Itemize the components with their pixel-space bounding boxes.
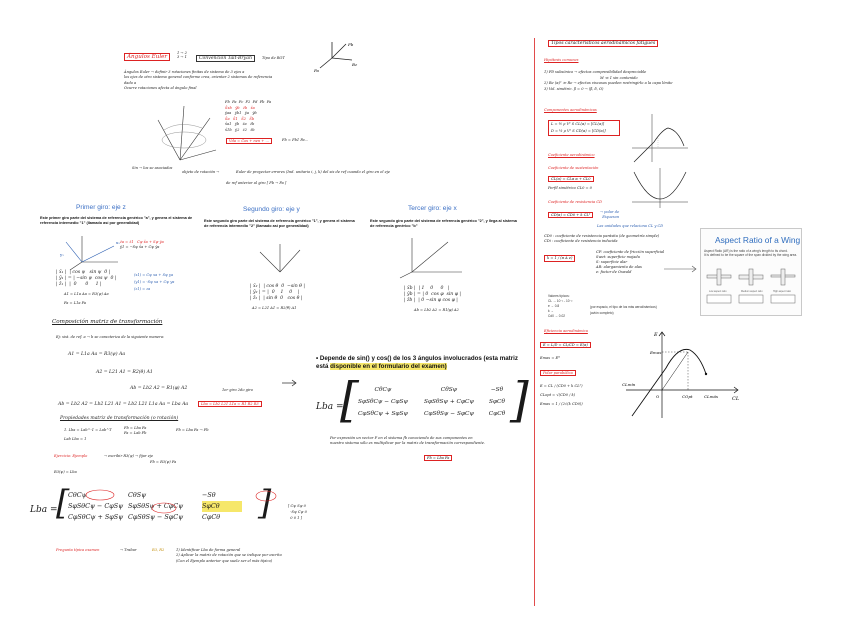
giro3-axes-figure xyxy=(392,232,472,280)
s5-title: Polar parabólica xyxy=(540,370,576,376)
page-divider xyxy=(534,38,535,606)
ej-text2: Fb = R3(ψ) Fa xyxy=(150,460,177,464)
big-matrix-label: Lba = xyxy=(30,505,58,515)
big-matrix: CθCψ CθSψ −Sθ SφSθCψ − CφSψ SφSθSψ + CφCψ SφCθ CφSθCψ + SφSψ CφSθSψ − SφCψ CφCθ xyxy=(68,490,242,523)
s3a-title: Coeficiente de sustentación xyxy=(548,166,599,170)
s3b-eq: CD(α) = CD0 + k CL² xyxy=(548,212,593,218)
s3-title: Coeficiente aerodinámico xyxy=(548,153,595,157)
eq-chain: Ab = Lb2 A2 = Lb2 L21 A1 = Lb2 L21 L1a Aa = Lba Aa xyxy=(58,402,189,407)
s1-title: Hipótesis comunes xyxy=(544,58,579,62)
s3b-defs: CD0 : coeficiente de resistencia parásita (de geometría simple) CDi : coeficiente de resistencia inducida xyxy=(544,234,660,244)
pregunta-red: Pregunta típica examen xyxy=(56,548,100,552)
giro1-matrix: | x̂₁ | | cos ψ sin ψ 0 | | ŷ₁ | = | −sin ψ cos ψ 0 | | ẑ₁ | | 0 0 1 | xyxy=(56,270,117,287)
svg-text:Fa: Fa xyxy=(314,68,319,73)
euler-arrows: 1 → 2 3 → 1 xyxy=(177,51,187,59)
ej-text: → escribir R3(ψ) → fijar eje xyxy=(104,454,154,458)
svg-text:Bz: Bz xyxy=(352,62,358,67)
s3a-note: Perfil simétrico CL0 = 0 xyxy=(548,186,592,190)
comp-sub: Ej: sist. de ref. a → b se caracteriza de la siguiente manera: xyxy=(56,335,165,339)
s4-eq2: Emax = E* xyxy=(540,356,560,360)
slide-title: Aspect Ratio of a Wing xyxy=(715,235,801,245)
s1-list: 1) Flt subsónico → efectos compresibilidad despreciable M ≪ 1 sin contenido 2) Re (α)² ≫ Re → efectos viscosos pueden restringirlo a la capa límite 3) Vol. simétric. β = 0 → (β, δ, O) xyxy=(544,70,673,91)
prop-1: 1. Lba = Lab^-1 = Lab^T xyxy=(64,428,112,432)
convention-box: Convención Tait-Bryan xyxy=(196,55,255,62)
slide-text: Aspect Ratio (AR) is the ratio of a wing's length to its chord. It is defined to be the square of the span divided by the wing area. xyxy=(704,249,798,257)
bullet-text: • Depende de sin() y cos() de los 3 ángulos involucrados (esta matriz está disponible en el formulario del examen) xyxy=(316,355,518,370)
mid-note: Por expresión un vector F en el sistema fb conociendo de sus componentes en nuestro sistema sólo es multiplicar por la matriz de transformación correspondiente. xyxy=(330,436,486,446)
k-eq: k = 1 / (π A e) xyxy=(544,255,575,262)
convention-sub: Tipo de ROT xyxy=(262,56,285,60)
s3a-eq: CL(α) = CLα α + CL0 xyxy=(548,176,594,182)
ej-rz: R3(ψ) = Lba xyxy=(54,470,77,474)
svg-text:Fb: Fb xyxy=(348,42,354,47)
svg-text:Low aspect ratio: Low aspect ratio xyxy=(709,290,727,293)
pregunta-text: → Trabar xyxy=(120,548,137,552)
slide-arrow-icon xyxy=(664,264,700,274)
eq-a1: A1 = L1a Aa = R3(ψ) Aa xyxy=(68,352,126,357)
cd-polar-plot xyxy=(630,166,690,210)
big-matrix-bracket-left: [ xyxy=(56,483,70,523)
giro1-eqs: (x1) = Cψ xa + Sψ ya (y1) = -Sψ xa + Cψ ya (z1) = za xyxy=(134,273,175,291)
giro2-text: Este segundo giro parte del sistema de referencia genérico "1", y genera el sistema de referencia intermedio "2" (llamado así por generalidad) xyxy=(204,219,355,228)
efficiency-graph xyxy=(618,328,742,420)
giro1-title: Primer giro: eje z xyxy=(76,204,126,211)
giro3-title: Tercer giro: eje x xyxy=(408,205,457,212)
eq-a2: A2 = L21 A1 = R2(θ) A1 xyxy=(96,370,153,375)
svg-text:x₁: x₁ xyxy=(116,240,120,245)
giro3-matrix: | x̂b | | 1 0 0 | | ŷb | = | 0 cos φ sin φ | | ẑb | | 0 −sin φ cos φ | xyxy=(404,286,461,303)
giro2-matrix: | x̂₂ | | cos θ 0 −sin θ | | ŷ₂ | = | 0 1 0 | | ẑ₂ | | sin θ 0 cos θ | xyxy=(250,284,305,301)
pregunta-num: R3, R2 xyxy=(152,548,165,552)
graph-clmin-label: CLmín xyxy=(622,382,636,387)
right-title: Tipos característicos aerodinámicos fatigues xyxy=(548,40,658,47)
aspect-ratio-slide xyxy=(700,228,802,316)
giro2-title: Segundo giro: eje y xyxy=(243,206,300,213)
fb-note: Fb = Fb1 Fa... xyxy=(282,138,309,142)
graph-origin-label: O xyxy=(656,394,660,399)
euler-tag: Ángulos Euler xyxy=(124,53,170,61)
mid-bracket-right: ] xyxy=(510,372,529,428)
euler-definition: Ángulos Euler → definir 3 rotaciones finitas de sistema de 3 ejes a los ejes de otro sistema general conforme crea, orientar 2 sistemas de referencia dado a Ocurre rotaciones afecta al ángulo final xyxy=(124,70,273,91)
giro3-sub: Ab = Lb2 A2 = R1(φ) A2 xyxy=(414,308,459,312)
s3b-relation: Las unidades que relaciona CL y CD xyxy=(597,224,664,228)
eq-chain-box: Lba = Lb2 L21 L1a = R1 R2 R3 xyxy=(198,401,262,407)
graph-clopt-label: COpt xyxy=(682,394,693,399)
typical-values: Valores típicos: CL → 10⁻¹ - 10⁻² e → 0.8 k → Cd0 → 0.02 xyxy=(548,294,573,318)
giro1-axes-figure xyxy=(58,232,128,272)
graph-clmax-label: CLmáx xyxy=(704,394,719,399)
s3b-polar: → polar de Eiqueson xyxy=(600,210,620,219)
sin-line1: Sin → los se asociados xyxy=(132,166,173,170)
s3b-title: Coeficiente de resistencia CD xyxy=(548,200,602,204)
prop-2: Lab Lba = 1 xyxy=(64,437,87,441)
small-matrix: [ Cψ Sψ 0 -Sψ Cψ 0 0 0 1 ] xyxy=(288,504,307,520)
ej-red: Ejercicio: Ejemplo xyxy=(54,454,88,458)
prop-note-box: Fb = Lba Fa Fa = Lab Fb xyxy=(124,426,147,435)
s2-eqs: L = ½ ρ V² S CL(α) = [CL(α)] D = ½ ρ V² S CD(α) = [CD(α)] xyxy=(548,120,620,136)
svg-text:High aspect ratio: High aspect ratio xyxy=(773,290,791,293)
giro1-sub: A1 = L1a Aa = R3(ψ) Aa xyxy=(64,292,109,296)
sin-line3: Euler de proyectar errores (Ind. unitario i, j, k) del sis de ref cuando el giro en el eje xyxy=(236,170,391,174)
eq-chain-label: 1er giro 2do giro xyxy=(222,388,253,392)
wing-planforms-figure xyxy=(703,267,799,311)
graph-cl-label: CL xyxy=(732,396,740,402)
matrix-red-circles xyxy=(60,484,280,534)
sin-line4: de ref anterior al giro [ Fb → Fa ] xyxy=(226,181,287,185)
giro2-sub: A2 = L21 A1 = R2(θ) A1 xyxy=(252,306,297,310)
giro1-notes: ẑa = ẑ1 Cψ x̂a + Sψ ŷa ŷ1 = −Sψ x̂a + Cψ ŷa xyxy=(120,240,164,249)
cl-alpha-plot xyxy=(628,112,690,166)
giro1-text: Este primer giro parte del sistema de referencia genérico "a", y genera el sistema de referencia intermedio "1" (llamado así por generalidad) xyxy=(40,216,193,225)
graph-emax-label: Emax xyxy=(650,350,662,355)
s4-title: Eficiencia aerodinámica xyxy=(544,329,588,333)
typical-side: (por espacio, el tipo de los más aerodinámicos) (avión completo) xyxy=(590,305,657,315)
sin-line2: objeto de rotación → xyxy=(182,170,220,174)
giro2-axes-figure xyxy=(250,238,310,278)
pregunta-steps: 1) Identificar Lba de forma general 2) Aplicar la matriz de rotación que se indique por escrito (Con el Ejemplo anterior que suele ser el más típico) xyxy=(176,548,282,563)
prop-note: Fb = Lba Fa → Fb xyxy=(176,428,209,432)
giro3-text: Este segundo giro parte del sistema de referencia genérico "2", y llega al sistema de referencia genérico "b" xyxy=(370,219,517,228)
axes-sketch-icon xyxy=(306,38,366,74)
comp-title: Composición matriz de transformación xyxy=(52,319,163,325)
rotation-frames-figure xyxy=(150,100,220,164)
red-box-note: Vda = Cos + nen + ... xyxy=(226,138,272,144)
lba-big-label: Lba = xyxy=(316,402,344,412)
s2-title: Componentes aerodinámicas xyxy=(544,108,597,112)
mid-matrix: CθCψ CθSψ −Sθ SφSθCψ − CφSψ SφSθSψ + CφCψ SφCθ CφSθCψ + SφSψ CφSθSψ − SφCψ CφCθ xyxy=(357,387,506,417)
mid-bracket-left: [ xyxy=(340,372,359,428)
s5-eqs: E = CL / (CD0 + k CL²) CLopt = √(CD0 / k) Emax = 1 / (2√(k CD0)) xyxy=(540,384,583,406)
svg-text:Medium aspect ratio: Medium aspect ratio xyxy=(741,290,763,293)
frame-formulas: Fb Fa Fc F2 Fd Fb Fa Ŝxb ŷb ẑb x̂a ŷaa ŷb1 ŷa ŷb Ŝa Ŝ1 Ŝ2 Ŝb x̂a1 ŷb ẑa ẑb x̂1b ŷ2 ẑ2 ẑb xyxy=(225,100,272,132)
big-matrix-bracket-right: ] xyxy=(258,483,272,523)
mid-box: Fb = Lba Fa xyxy=(424,455,452,461)
graph-e-label: E xyxy=(654,332,658,338)
s4-eq: E = L/D = CL/CD = E(α) xyxy=(540,342,591,348)
right-arrow-icon xyxy=(282,378,300,388)
k-defs: CF: coeficiente de fricción superficial Swet: superficie mojada S: superficie alar AR: alargamiento de alas e: factor de Oswald xyxy=(596,250,665,274)
giro1-red: Fa = L1a Fa xyxy=(64,301,87,305)
prop-title: Propiedades matriz de transformación (o rotación) xyxy=(60,416,179,421)
svg-text:y₁: y₁ xyxy=(60,252,64,257)
eq-a3: Ab = Lb2 A2 = R1(φ) A2 xyxy=(130,386,188,391)
